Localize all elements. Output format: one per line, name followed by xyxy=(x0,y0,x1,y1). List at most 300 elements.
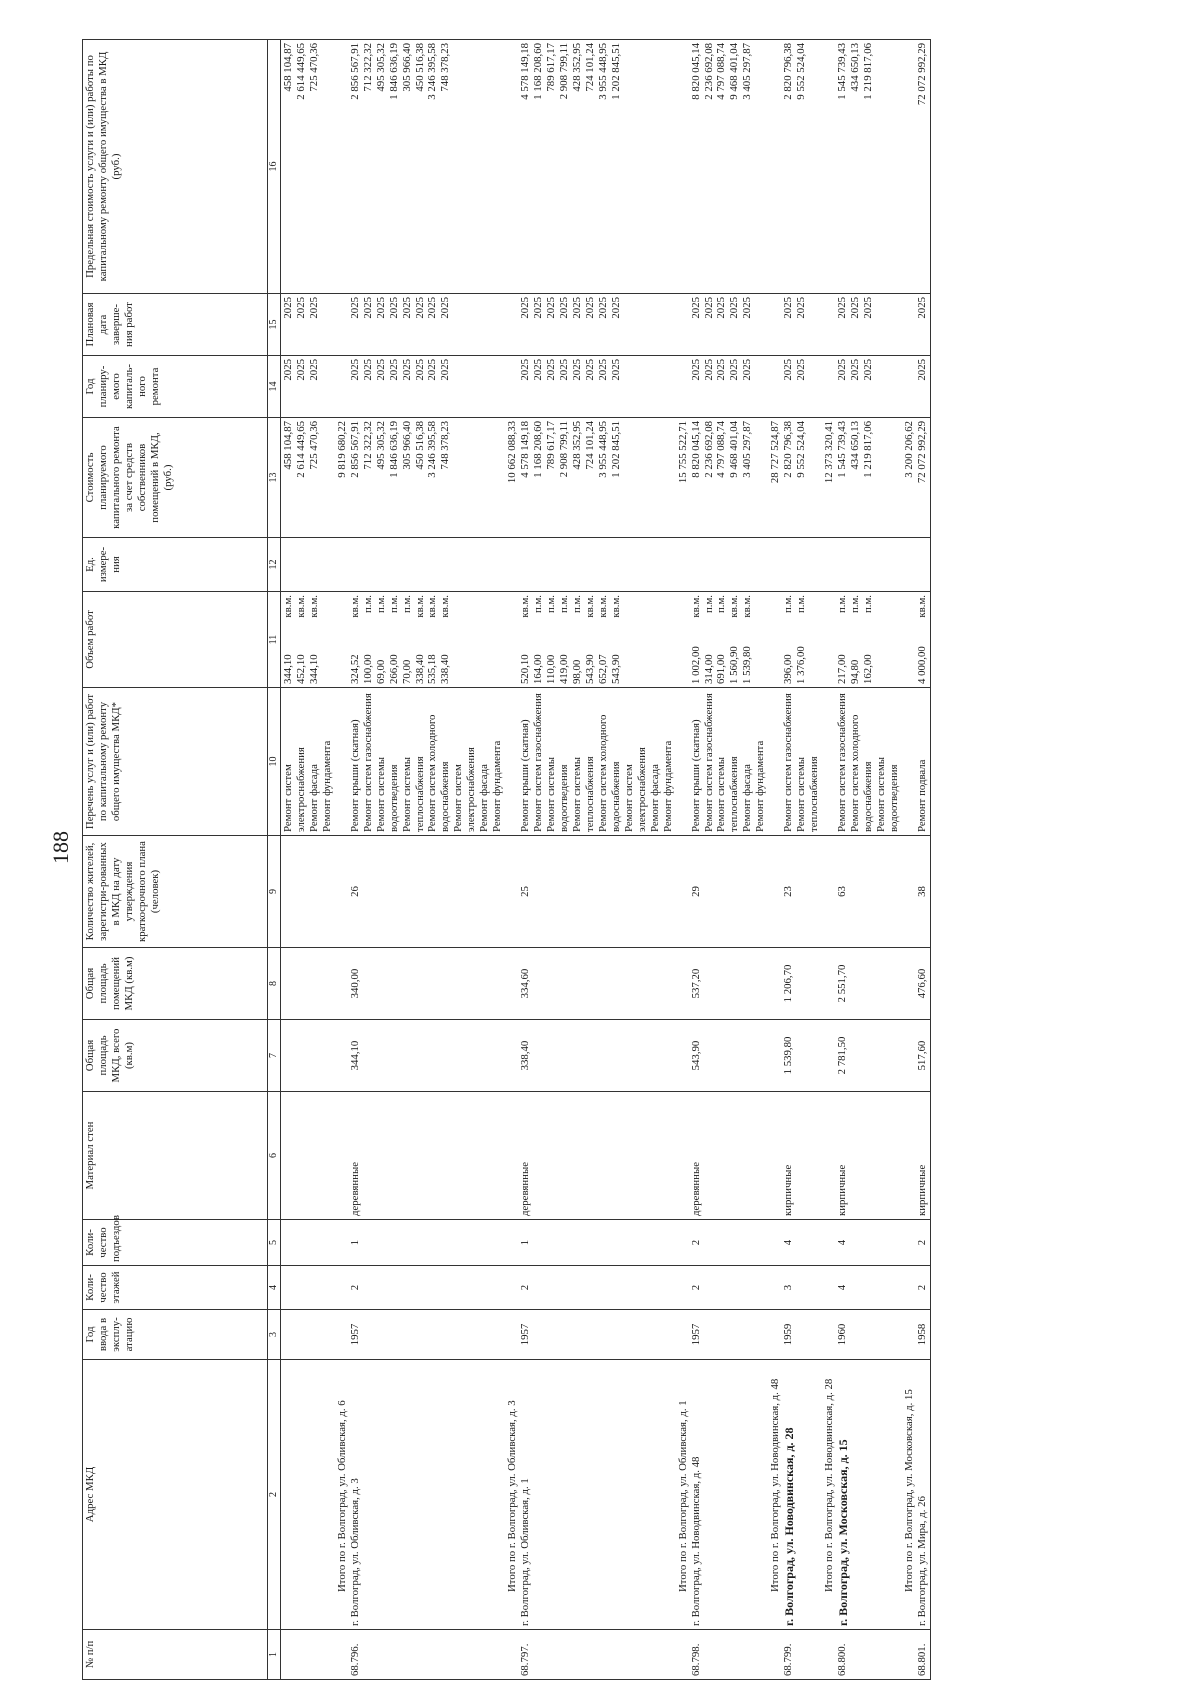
work-volume xyxy=(558,595,571,684)
volume-unit: кв.м. xyxy=(728,595,741,618)
table-cell xyxy=(281,40,335,294)
spacer xyxy=(823,595,836,684)
table-cell xyxy=(335,592,505,688)
work-name: Ремонт фундамента xyxy=(491,740,504,832)
table-cell xyxy=(768,418,822,538)
work-volume xyxy=(728,595,741,684)
plan-year: 2025 xyxy=(307,359,320,381)
entrance-count: 4 xyxy=(836,1239,849,1246)
work-volume xyxy=(715,595,728,684)
volume-unit: п.м. xyxy=(782,595,795,614)
work-name: Ремонт систем газоснабжения xyxy=(836,693,849,832)
area-premises: 537,20 xyxy=(689,968,702,999)
plan-year: 2025 xyxy=(741,359,754,381)
column-number: 3 xyxy=(268,1310,281,1360)
cost-value: 9 468 401,04 xyxy=(728,421,741,478)
entrance-count: 1 xyxy=(519,1239,532,1246)
column-number: 6 xyxy=(268,1092,281,1220)
plan-year: 2025 xyxy=(545,359,558,381)
capital-repair-table xyxy=(82,39,931,1680)
work-name: Ремонт фасада xyxy=(741,764,754,832)
work-volume xyxy=(295,595,308,684)
end-year: 2025 xyxy=(596,297,609,319)
table-cell xyxy=(335,1092,505,1220)
volume-unit: п.м. xyxy=(570,595,583,614)
end-year: 2025 xyxy=(307,297,320,319)
volume-unit: кв.м. xyxy=(413,595,426,618)
area-premises: 340,00 xyxy=(348,968,361,999)
total-label: Итого по г. Волгоград, ул. Обливская, д. 1 xyxy=(676,1400,689,1592)
spacer xyxy=(823,359,836,414)
table-cell xyxy=(822,1630,902,1680)
volume-value: 94,80 xyxy=(848,659,861,684)
work-name: Ремонт систем газоснабжения xyxy=(361,693,374,832)
volume-unit: п.м. xyxy=(848,595,861,614)
work-volume xyxy=(849,595,862,684)
spacer xyxy=(336,951,349,1016)
wall-material: деревянные xyxy=(348,1161,361,1216)
cost-value: 8 820 045,14 xyxy=(689,421,702,478)
spacer xyxy=(903,1095,916,1216)
table-cell xyxy=(822,688,902,836)
table-cell xyxy=(505,1220,675,1266)
volume-value: 338,40 xyxy=(439,654,452,684)
work-name: Ремонт систем электроснабжения xyxy=(452,747,478,832)
spacer xyxy=(769,541,782,588)
spacer xyxy=(677,1023,690,1088)
wall-material: кирпичные xyxy=(836,1164,849,1216)
end-year: 2025 xyxy=(532,297,545,319)
area-total: 2 781,50 xyxy=(836,1036,849,1075)
spacer xyxy=(823,1095,836,1216)
spacer xyxy=(336,359,349,414)
cost-value: 725 470,36 xyxy=(307,421,320,470)
table-body xyxy=(281,40,931,1680)
table-cell xyxy=(281,538,335,592)
spacer xyxy=(336,1269,349,1306)
work-name: Ремонт фундамента xyxy=(320,740,333,832)
cost-value: 789 617,17 xyxy=(545,421,558,470)
cost-value: 2 820 796,38 xyxy=(782,421,795,478)
work-volume xyxy=(610,595,623,684)
volume-value: 396,00 xyxy=(782,654,795,684)
total-label: Итого по г. Волгоград, ул. Новодвинская, д. 28 xyxy=(823,1378,836,1592)
spacer xyxy=(336,1095,349,1216)
work-name: Ремонт фундамента xyxy=(754,740,767,832)
table-cell xyxy=(335,294,505,356)
table-cell xyxy=(902,40,930,294)
table-cell xyxy=(505,592,675,688)
table-cell xyxy=(335,40,505,294)
volume-value: 1 002,00 xyxy=(689,646,702,684)
table-cell xyxy=(335,1310,505,1360)
spacer xyxy=(336,43,349,290)
volume-value: 70,00 xyxy=(400,659,413,684)
work-volume xyxy=(703,595,716,684)
spacer xyxy=(903,1633,916,1676)
table-cell xyxy=(768,538,822,592)
spacer xyxy=(903,1313,916,1356)
spacer xyxy=(677,951,690,1016)
entrance-count: 2 xyxy=(915,1239,928,1246)
table-cell xyxy=(281,1092,335,1220)
table-cell xyxy=(822,356,902,418)
spacer xyxy=(677,839,690,944)
table-cell xyxy=(768,1266,822,1310)
table-cell xyxy=(505,1360,675,1630)
build-year: 1958 xyxy=(915,1323,928,1346)
end-year: 2025 xyxy=(374,297,387,319)
spacer xyxy=(769,1269,782,1306)
floor-count: 2 xyxy=(348,1284,361,1291)
cost-value: 3 405 297,87 xyxy=(741,421,754,478)
volume-value: 314,00 xyxy=(702,654,715,684)
end-year: 2025 xyxy=(795,297,808,319)
spacer xyxy=(823,951,836,1016)
spacer xyxy=(677,1633,690,1676)
plan-year: 2025 xyxy=(583,359,596,381)
work-volume xyxy=(349,595,362,684)
plan-year: 2025 xyxy=(715,359,728,381)
column-number: 15 xyxy=(268,294,281,356)
table-cell xyxy=(335,688,505,836)
plan-year: 2025 xyxy=(609,359,622,381)
spacer xyxy=(506,297,519,352)
plan-year: 2025 xyxy=(689,359,702,381)
cost-value: 1 168 208,60 xyxy=(532,421,545,478)
limit-value: 2 236 692,08 xyxy=(702,43,715,100)
table-row-building xyxy=(768,40,822,1680)
work-name: Ремонт систем электроснабжения xyxy=(282,747,307,832)
work-volume xyxy=(388,595,401,684)
cost-value: 1 846 636,19 xyxy=(387,421,400,478)
table-cell xyxy=(676,948,769,1020)
row-number: 68.801. xyxy=(915,1643,928,1676)
limit-value: 724 101,24 xyxy=(583,43,596,92)
volume-unit: п.м. xyxy=(715,595,728,614)
limit-value: 428 352,95 xyxy=(570,43,583,92)
volume-unit: п.м. xyxy=(387,595,400,614)
end-year: 2025 xyxy=(282,297,294,319)
plan-year: 2025 xyxy=(439,359,452,381)
table-row-leading xyxy=(281,40,335,1680)
table-cell xyxy=(902,418,930,538)
limit-value: 434 650,13 xyxy=(848,43,861,92)
work-volume xyxy=(532,595,545,684)
table-cell xyxy=(676,1310,769,1360)
spacer xyxy=(769,359,782,414)
spacer xyxy=(769,43,782,290)
rotated-table-wrapper xyxy=(82,40,1122,1680)
table-cell xyxy=(281,294,335,356)
table-cell xyxy=(505,1310,675,1360)
end-year: 2025 xyxy=(361,297,374,319)
column-number: 8 xyxy=(268,948,281,1020)
table-cell xyxy=(822,1020,902,1092)
table-cell xyxy=(768,1630,822,1680)
table-cell xyxy=(902,1020,930,1092)
spacer xyxy=(336,691,349,832)
spacer xyxy=(506,541,519,588)
build-year: 1959 xyxy=(782,1323,795,1346)
row-number: 68.800. xyxy=(836,1643,849,1676)
table-row-building xyxy=(902,40,930,1680)
table-cell xyxy=(822,1310,902,1360)
volume-unit: п.м. xyxy=(702,595,715,614)
wall-material: деревянные xyxy=(689,1161,702,1216)
column-header: Стоимость планируемого капитального ремонта за счет средств собственников помещений в МКД, (руб.) xyxy=(83,418,268,538)
limit-value: 3 405 297,87 xyxy=(741,43,754,100)
spacer xyxy=(903,839,916,944)
total-label: Итого по г. Волгоград, ул. Новодвинская, д. 48 xyxy=(769,1378,782,1592)
end-year: 2025 xyxy=(400,297,413,319)
table-cell xyxy=(676,40,769,294)
volume-unit: кв.м. xyxy=(519,595,532,618)
total-label: Итого по г. Волгоград, ул. Московская, д. 15 xyxy=(902,1389,915,1592)
spacer xyxy=(903,595,916,684)
column-header: Перечень услуг и (или) работ по капитальному ремонту общего имущества МКД* xyxy=(83,688,268,836)
work-name: Ремонт системы водоотведения xyxy=(545,756,571,832)
work-volume xyxy=(439,595,452,684)
end-year: 2025 xyxy=(782,297,795,319)
table-cell xyxy=(505,1266,675,1310)
table-cell xyxy=(281,1020,335,1092)
plan-year: 2025 xyxy=(387,359,400,381)
page-number: 188 xyxy=(48,831,73,864)
spacer xyxy=(506,1269,519,1306)
table-cell xyxy=(676,1630,769,1680)
spacer xyxy=(823,1023,836,1088)
building-address: г. Волгоград, ул. Московская, д. 15 xyxy=(836,1439,851,1626)
column-header: Адрес МКД xyxy=(83,1360,268,1630)
table-cell xyxy=(768,40,822,294)
table-cell xyxy=(902,948,930,1020)
table-cell xyxy=(676,688,769,836)
spacer xyxy=(903,541,916,588)
resident-count: 26 xyxy=(348,886,361,897)
wall-material: кирпичные xyxy=(915,1164,928,1216)
volume-unit: кв.м. xyxy=(307,595,320,618)
table-cell xyxy=(505,836,675,948)
work-name: Ремонт систем холодного водоснабжения xyxy=(848,714,874,832)
spacer xyxy=(823,1633,836,1676)
volume-value: 543,90 xyxy=(609,654,622,684)
table-cell xyxy=(768,1092,822,1220)
spacer xyxy=(823,1269,836,1306)
spacer xyxy=(506,1633,519,1676)
spacer xyxy=(506,691,519,832)
table-cell xyxy=(902,1220,930,1266)
volume-value: 543,90 xyxy=(583,654,596,684)
column-number: 4 xyxy=(268,1266,281,1310)
table-cell xyxy=(505,948,675,1020)
spacer xyxy=(823,839,836,944)
work-name: Ремонт крыши (скатная) xyxy=(519,719,532,832)
table-cell xyxy=(902,1092,930,1220)
table-cell xyxy=(281,1630,335,1680)
work-volume xyxy=(308,595,321,684)
plan-year: 2025 xyxy=(782,359,795,381)
volume-unit: п.м. xyxy=(795,595,808,614)
cost-value: 1 545 739,43 xyxy=(836,421,849,478)
spacer xyxy=(506,1023,519,1088)
volume-value: 1 376,00 xyxy=(795,646,808,684)
volume-unit: кв.м. xyxy=(426,595,439,618)
work-name: Ремонт систем электроснабжения xyxy=(622,747,648,832)
work-name: Ремонт подвала xyxy=(915,759,928,832)
spacer xyxy=(903,43,916,290)
work-volume xyxy=(795,595,808,684)
column-header: Общая площадь помещений МКД (кв.м) xyxy=(83,948,268,1020)
building-address: г. Волгоград, ул. Новодвинская, д. 48 xyxy=(689,1456,702,1626)
column-number: 5 xyxy=(268,1220,281,1266)
table-cell xyxy=(902,356,930,418)
end-year: 2025 xyxy=(294,297,307,319)
build-year: 1957 xyxy=(689,1323,702,1346)
plan-year: 2025 xyxy=(348,359,361,381)
entrance-count: 2 xyxy=(689,1239,702,1246)
total-label: Итого по г. Волгоград, ул. Обливская, д. 3 xyxy=(506,1400,519,1592)
end-year: 2025 xyxy=(861,297,874,319)
volume-value: 419,00 xyxy=(558,654,571,684)
table-cell xyxy=(281,592,335,688)
column-header: Общая площадь МКД, всего (кв.м) xyxy=(83,1020,268,1092)
building-address: г. Волгоград, ул. Обливская, д. 1 xyxy=(519,1478,532,1626)
table-cell xyxy=(822,836,902,948)
spacer xyxy=(769,595,782,684)
spacer xyxy=(769,1095,782,1216)
floor-count: 2 xyxy=(915,1284,928,1291)
table-cell xyxy=(822,592,902,688)
volume-unit: п.м. xyxy=(558,595,571,614)
limit-value: 1 219 817,06 xyxy=(861,43,874,100)
limit-value: 4 797 088,74 xyxy=(715,43,728,100)
plan-year: 2025 xyxy=(702,359,715,381)
work-volume xyxy=(282,595,295,684)
volume-unit: кв.м. xyxy=(741,595,754,618)
table-cell xyxy=(902,592,930,688)
work-volume xyxy=(690,595,703,684)
spacer xyxy=(903,1269,916,1306)
spacer xyxy=(677,359,690,414)
end-year: 2025 xyxy=(583,297,596,319)
area-premises: 1 206,70 xyxy=(782,964,795,1003)
spacer xyxy=(823,1223,836,1262)
volume-value: 452,10 xyxy=(294,654,307,684)
table-cell xyxy=(335,948,505,1020)
work-name: Ремонт крыши (скатная) xyxy=(689,719,702,832)
table-cell xyxy=(335,1220,505,1266)
table-cell xyxy=(505,356,675,418)
work-name: Ремонт системы водоотведения xyxy=(874,756,900,832)
limit-value: 2 856 567,91 xyxy=(348,43,361,100)
table-cell xyxy=(902,1310,930,1360)
table-cell xyxy=(335,538,505,592)
table-cell xyxy=(505,294,675,356)
end-year: 2025 xyxy=(558,297,571,319)
spacer xyxy=(903,359,916,414)
plan-year: 2025 xyxy=(848,359,861,381)
limit-value: 1 846 636,19 xyxy=(387,43,400,100)
limit-value: 9 468 401,04 xyxy=(728,43,741,100)
spacer xyxy=(677,297,690,352)
table-cell xyxy=(505,1020,675,1092)
table-cell xyxy=(902,1266,930,1310)
volume-unit: п.м. xyxy=(545,595,558,614)
volume-unit: кв.м. xyxy=(915,595,928,618)
end-year: 2025 xyxy=(915,297,928,319)
spacer xyxy=(769,1023,782,1088)
spacer xyxy=(336,1313,349,1356)
area-total: 344,10 xyxy=(348,1040,361,1071)
work-volume xyxy=(571,595,584,684)
work-volume xyxy=(401,595,414,684)
table-cell xyxy=(676,592,769,688)
limit-value: 9 552 524,04 xyxy=(795,43,808,100)
volume-value: 520,10 xyxy=(519,654,532,684)
plan-year: 2025 xyxy=(400,359,413,381)
volume-value: 110,00 xyxy=(545,654,558,684)
table-cell xyxy=(768,688,822,836)
limit-value: 4 578 149,18 xyxy=(519,43,532,100)
table-cell xyxy=(335,1020,505,1092)
table-cell xyxy=(822,1266,902,1310)
column-header: Год ввода в эксплу-атацию xyxy=(83,1310,268,1360)
end-year: 2025 xyxy=(715,297,728,319)
total-cost: 9 819 680,22 xyxy=(335,421,348,478)
column-number: 14 xyxy=(268,356,281,418)
limit-value: 748 378,23 xyxy=(439,43,452,92)
spacer xyxy=(506,1313,519,1356)
spacer xyxy=(506,951,519,1016)
volume-value: 164,00 xyxy=(532,654,545,684)
table-cell xyxy=(902,836,930,948)
end-year: 2025 xyxy=(836,297,849,319)
cost-value: 3 246 395,58 xyxy=(426,421,439,478)
area-premises: 476,60 xyxy=(915,968,928,999)
floor-count: 4 xyxy=(836,1284,849,1291)
work-name: Ремонт систем газоснабжения xyxy=(782,693,795,832)
spacer xyxy=(336,297,349,352)
plan-year: 2025 xyxy=(532,359,545,381)
table-cell xyxy=(335,418,505,538)
work-volume xyxy=(426,595,439,684)
end-year: 2025 xyxy=(426,297,439,319)
table-cell xyxy=(676,538,769,592)
plan-year: 2025 xyxy=(596,359,609,381)
table-row-building xyxy=(822,40,902,1680)
cost-value: 724 101,24 xyxy=(583,421,596,470)
total-label: Итого по г. Волгоград, ул. Обливская, д. 6 xyxy=(335,1400,348,1592)
cost-value: 458 104,87 xyxy=(282,421,294,470)
work-name: Ремонт крыши (скатная) xyxy=(348,719,361,832)
spacer xyxy=(506,839,519,944)
entrance-count: 4 xyxy=(782,1239,795,1246)
volume-value: 691,00 xyxy=(715,654,728,684)
total-cost: 3 200 206,62 xyxy=(902,421,915,478)
limit-value: 2 908 799,11 xyxy=(558,43,571,100)
limit-value: 450 516,38 xyxy=(413,43,426,92)
spacer xyxy=(677,541,690,588)
work-volume xyxy=(741,595,754,684)
wall-material: кирпичные xyxy=(782,1164,795,1216)
column-number: 1 xyxy=(268,1630,281,1680)
volume-value: 652,07 xyxy=(596,654,609,684)
end-year: 2025 xyxy=(387,297,400,319)
end-year: 2025 xyxy=(702,297,715,319)
table-cell xyxy=(676,836,769,948)
table-cell xyxy=(676,1020,769,1092)
